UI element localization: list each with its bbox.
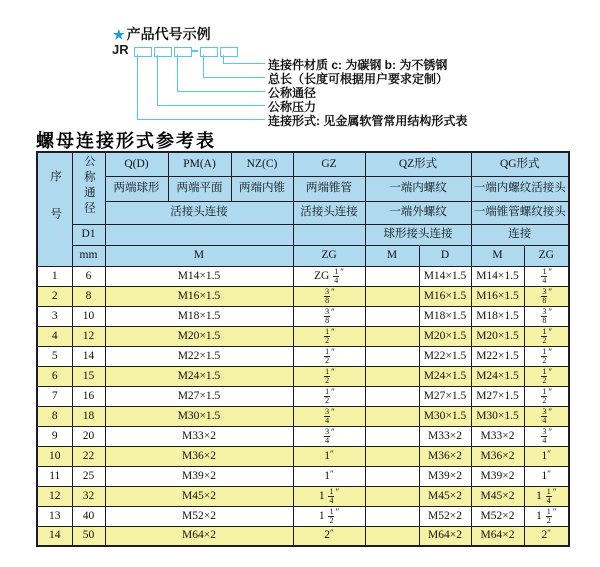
cell-qg-m: M16×1.5 xyxy=(471,286,524,306)
cell-seq: 7 xyxy=(37,386,72,406)
cell-qz-m xyxy=(365,486,419,506)
cell-seq: 14 xyxy=(37,526,72,546)
cell-zg: $\frac{1}{2}$ ″ xyxy=(293,346,365,366)
cell-zg: $\frac{1}{2}$ ″ xyxy=(293,386,365,406)
cell-dn: 32 xyxy=(72,486,105,506)
cell-zg: 1 $\frac{1}{2}$ ″ xyxy=(293,506,365,526)
cell-dn: 20 xyxy=(72,426,105,446)
cell-dn: 22 xyxy=(72,446,105,466)
table-row xyxy=(37,346,569,366)
cell-qz-d: M36×2 xyxy=(419,446,471,466)
cell-qg-m: M52×2 xyxy=(471,506,524,526)
cell-qz-d: M30×1.5 xyxy=(419,406,471,426)
cell-seq: 10 xyxy=(37,446,72,466)
cell-seq: 11 xyxy=(37,466,72,486)
cell-seq: 12 xyxy=(37,486,72,506)
cell-qz-d: M27×1.5 xyxy=(419,386,471,406)
header-d1: D1 xyxy=(72,224,105,245)
cell-qz-d: M20×1.5 xyxy=(419,326,471,346)
cell-qz-m xyxy=(365,406,419,426)
table-row xyxy=(37,286,569,306)
cell-zg: 2″ xyxy=(293,526,365,546)
header-conn-qg: 一端锥管螺纹接头 xyxy=(471,201,569,224)
cell-m: M14×1.5 xyxy=(105,266,293,286)
header-unit-qz-d: D xyxy=(419,245,471,266)
label-conn-form: 连接形式: 见金属软管常用结构形式表 xyxy=(268,114,468,128)
cell-qg-zg: $\frac{3}{8}$ ″ xyxy=(524,306,569,326)
cell-qz-m xyxy=(365,286,419,306)
cell-m: M30×1.5 xyxy=(105,406,293,426)
cell-qz-m xyxy=(365,506,419,526)
header-unit-m: M xyxy=(105,245,293,266)
header-type-qz: 一端内螺纹 xyxy=(365,176,471,201)
cell-qg-m: M20×1.5 xyxy=(471,326,524,346)
cell-zg: $\frac{1}{2}$ ″ xyxy=(293,326,365,346)
cell-qz-m xyxy=(365,526,419,546)
cell-zg: 1″ xyxy=(293,466,365,486)
header-group-qz: QZ形式 xyxy=(365,152,471,176)
cell-m: M16×1.5 xyxy=(105,286,293,306)
cell-seq: 9 xyxy=(37,426,72,446)
cell-seq: 5 xyxy=(37,346,72,366)
cell-qz-d: M24×1.5 xyxy=(419,366,471,386)
cell-qg-m: M27×1.5 xyxy=(471,386,524,406)
label-dn: 公称通径 xyxy=(268,86,317,100)
header-joint-qg: 连接 xyxy=(471,224,569,245)
cell-m: M33×2 xyxy=(105,426,293,446)
cell-qg-zg: $\frac{1}{2}$ ″ xyxy=(524,326,569,346)
table-row xyxy=(37,446,569,466)
cell-m: M36×2 xyxy=(105,446,293,466)
cell-m: M64×2 xyxy=(105,526,293,546)
cell-qg-zg: $\frac{1}{2}$ ″ xyxy=(524,366,569,386)
cell-qg-m: M39×2 xyxy=(471,466,524,486)
code-dash xyxy=(191,50,198,52)
cell-dn: 25 xyxy=(72,466,105,486)
cell-qz-m xyxy=(365,446,419,466)
cell-dn: 8 xyxy=(72,286,105,306)
table-row xyxy=(37,466,569,486)
cell-seq: 2 xyxy=(37,286,72,306)
cell-qz-m xyxy=(365,266,419,286)
cell-zg: $\frac{1}{2}$ ″ xyxy=(293,366,365,386)
cell-qz-d: M22×1.5 xyxy=(419,346,471,366)
cell-qz-m xyxy=(365,326,419,346)
cell-qz-m xyxy=(365,346,419,366)
cell-m: M22×1.5 xyxy=(105,346,293,366)
header-conn-qz: 一端外螺纹 xyxy=(365,201,471,224)
cell-qg-m: M22×1.5 xyxy=(471,346,524,366)
cell-qz-d: M33×2 xyxy=(419,426,471,446)
cell-qg-zg: 1 $\frac{1}{4}$ ″ xyxy=(524,486,569,506)
cell-zg: $\frac{3}{8}$ ″ xyxy=(293,306,365,326)
header-type-nzc: 两端内锥 xyxy=(231,176,293,201)
table-row xyxy=(37,426,569,446)
header-blank-m xyxy=(105,224,293,245)
cell-zg: ZG $\frac{1}{4}$ ″ xyxy=(293,266,365,286)
header-type-qd: 两端球形 xyxy=(105,176,168,201)
cell-qz-m xyxy=(365,466,419,486)
header-unit-qg-m: M xyxy=(471,245,524,266)
cell-m: M39×2 xyxy=(105,466,293,486)
table-row xyxy=(37,306,569,326)
header-seq: 序号 xyxy=(37,152,72,266)
cell-qg-zg: $\frac{3}{4}$ ″ xyxy=(524,426,569,446)
table-row xyxy=(37,266,569,286)
cell-m: M45×2 xyxy=(105,486,293,506)
label-length: 总长（长度可根据用户要求定制） xyxy=(268,72,449,86)
cell-qz-d: M45×2 xyxy=(419,486,471,506)
cell-qg-m: M14×1.5 xyxy=(471,266,524,286)
connector-line-form xyxy=(137,55,265,120)
header-mm: mm xyxy=(72,245,105,266)
cell-qz-m xyxy=(365,366,419,386)
header-unit-qz-m: M xyxy=(365,245,419,266)
table-row xyxy=(37,386,569,406)
cell-dn: 14 xyxy=(72,346,105,366)
cell-qz-d: M64×2 xyxy=(419,526,471,546)
cell-zg: 1 $\frac{1}{4}$ ″ xyxy=(293,486,365,506)
star-icon: ★ xyxy=(113,27,125,42)
cell-m: M27×1.5 xyxy=(105,386,293,406)
header-unit-zg: ZG xyxy=(293,245,365,266)
header-joint-qz: 球形接头连接 xyxy=(365,224,471,245)
cell-zg: $\frac{3}{4}$ ″ xyxy=(293,426,365,446)
diagram-title-text: 产品代号示例 xyxy=(126,26,211,42)
header-conn-union: 活接头连接 xyxy=(105,201,293,224)
header-group-pma: PM(A) xyxy=(168,152,231,176)
table-row xyxy=(37,486,569,506)
cell-qz-d: M39×2 xyxy=(419,466,471,486)
cell-seq: 3 xyxy=(37,306,72,326)
cell-dn: 10 xyxy=(72,306,105,326)
header-blank-gz xyxy=(293,224,365,245)
table-row xyxy=(37,406,569,426)
product-code-prefix: JR xyxy=(112,42,129,57)
cell-qg-zg: 2″ xyxy=(524,526,569,546)
cell-qg-zg: $\frac{1}{2}$ ″ xyxy=(524,386,569,406)
cell-qg-m: M64×2 xyxy=(471,526,524,546)
cell-qz-m xyxy=(365,426,419,446)
cell-qz-d: M16×1.5 xyxy=(419,286,471,306)
cell-qg-zg: $\frac{3}{4}$ ″ xyxy=(524,406,569,426)
nut-connection-reference-table xyxy=(36,151,570,547)
cell-m: M24×1.5 xyxy=(105,366,293,386)
cell-m: M18×1.5 xyxy=(105,306,293,326)
table-row xyxy=(37,506,569,526)
cell-dn: 16 xyxy=(72,386,105,406)
table-row xyxy=(37,526,569,546)
cell-qg-m: M30×1.5 xyxy=(471,406,524,426)
cell-qg-m: M18×1.5 xyxy=(471,306,524,326)
cell-qg-m: M36×2 xyxy=(471,446,524,466)
cell-seq: 4 xyxy=(37,326,72,346)
label-pn: 公称压力 xyxy=(268,100,317,114)
table-title: 螺母连接形式参考表 xyxy=(36,131,216,152)
cell-qg-m: M45×2 xyxy=(471,486,524,506)
label-material: 连接件材质 c: 为碳钢 b: 为不锈钢 xyxy=(268,58,448,72)
cell-zg: $\frac{3}{8}$ ″ xyxy=(293,286,365,306)
diagram-title xyxy=(113,24,211,44)
cell-m: M52×2 xyxy=(105,506,293,526)
cell-seq: 1 xyxy=(37,266,72,286)
cell-qg-zg: 1 $\frac{1}{2}$ ″ xyxy=(524,506,569,526)
cell-qg-zg: $\frac{3}{8}$ ″ xyxy=(524,286,569,306)
cell-qz-m xyxy=(365,386,419,406)
cell-m: M20×1.5 xyxy=(105,326,293,346)
cell-dn: 15 xyxy=(72,366,105,386)
cell-qz-m xyxy=(365,306,419,326)
cell-seq: 8 xyxy=(37,406,72,426)
cell-zg: $\frac{3}{4}$ ″ xyxy=(293,406,365,426)
table-row xyxy=(37,366,569,386)
cell-zg: 1″ xyxy=(293,446,365,466)
header-type-qg: 一端内螺纹活接头 xyxy=(471,176,569,201)
cell-qg-m: M24×1.5 xyxy=(471,366,524,386)
cell-dn: 40 xyxy=(72,506,105,526)
cell-seq: 6 xyxy=(37,366,72,386)
header-conn-gz: 活接头连接 xyxy=(293,201,365,224)
header-type-pma: 两端平面 xyxy=(168,176,231,201)
cell-dn: 50 xyxy=(72,526,105,546)
header-unit-qg-zg: ZG xyxy=(524,245,569,266)
header-dn: 公称通径 xyxy=(72,152,105,224)
cell-qg-zg: 1″ xyxy=(524,446,569,466)
cell-dn: 12 xyxy=(72,326,105,346)
cell-dn: 18 xyxy=(72,406,105,426)
cell-seq: 13 xyxy=(37,506,72,526)
header-group-qg: QG形式 xyxy=(471,152,569,176)
cell-qz-d: M18×1.5 xyxy=(419,306,471,326)
header-group-nzc: NZ(C) xyxy=(231,152,293,176)
cell-qg-zg: $\frac{1}{4}$ ″ xyxy=(524,266,569,286)
header-group-qd: Q(D) xyxy=(105,152,168,176)
cell-dn: 6 xyxy=(72,266,105,286)
header-group-gz: GZ xyxy=(293,152,365,176)
cell-qg-zg: 1″ xyxy=(524,466,569,486)
cell-qz-d: M52×2 xyxy=(419,506,471,526)
cell-qg-m: M33×2 xyxy=(471,426,524,446)
table-row xyxy=(37,326,569,346)
cell-qz-d: M14×1.5 xyxy=(419,266,471,286)
header-type-gz: 两端锥管 xyxy=(293,176,365,201)
cell-qg-zg: $\frac{1}{2}$ ″ xyxy=(524,346,569,366)
